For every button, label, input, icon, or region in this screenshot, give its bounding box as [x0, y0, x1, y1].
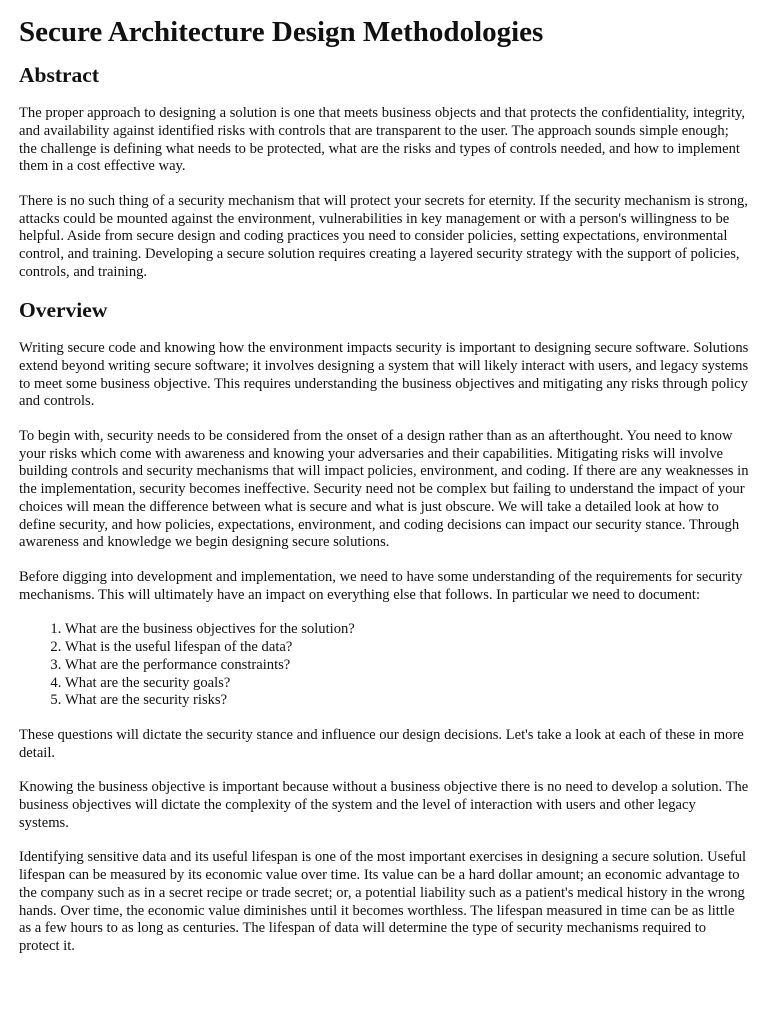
- abstract-paragraph-1: The proper approach to designing a solution is one that meets business objects and that protects the confidentiality, integrity, and availability against identified risks with controls that are transparent to the user. The approach sounds simple enough; the challenge is defining what needs to be protected, what are the risks and types of controls needed, and how to implement them in a cost effective way.: [19, 105, 745, 175]
- overview-paragraph-3: Before digging into development and implementation, we need to have some understanding of the requirements for security mechanisms. This will ultimately have an impact on everything else that follows. In particular we need to document:: [19, 569, 743, 603]
- question-item: 5. What are the security risks?: [65, 692, 749, 710]
- overview-paragraph-2: To begin with, security needs to be considered from the onset of a design rather than as an afterthought. You need to know your risks which come with awareness and knowing your adversaries and their capabilities. Mitigating risks will involve building controls and security mechanisms that will impact policies, environment, and coding. If there are any weaknesses in the implementation, security becomes ineffective. Security need not be complex but failing to understand the impact of your choices will mean the difference between what is secure and what is just obscure. We will take a detailed look at how to define security, and how policies, expectations, environment, and coding decisions can impact our security stance. Through awareness and knowledge we begin designing secure solutions.: [19, 428, 749, 551]
- abstract-heading: Abstract: [19, 63, 100, 88]
- overview-heading: Overview: [19, 298, 108, 323]
- question-item: 4. What are the security goals?: [65, 675, 749, 693]
- abstract-section: [19, 63, 749, 281]
- overview-paragraph-5: Knowing the business objective is important because without a business objective there is no need to develop a solution. The business objectives will dictate the complexity of the system and the level of interaction with users and other legacy systems.: [19, 779, 749, 831]
- document-title: Secure Architecture Design Methodologies: [19, 16, 544, 48]
- overview-section: [19, 298, 749, 955]
- overview-paragraph-1: Writing secure code and knowing how the environment impacts security is important to designing secure software. Solutions extend beyond writing secure software; it involves designing a system that will likely interact with users, and legacy systems to meet some business objective. This requires understanding the business objectives and mitigating any risks through policy and controls.: [19, 340, 749, 410]
- question-item: 1. What are the business objectives for the solution?: [65, 621, 749, 639]
- question-item: 3. What are the performance constraints?: [65, 657, 749, 675]
- question-item: 2. What is the useful lifespan of the data?: [65, 639, 749, 657]
- requirements-question-list: [19, 621, 749, 710]
- overview-paragraph-6: Identifying sensitive data and its useful lifespan is one of the most important exercises in designing a secure solution. Useful lifespan can be measured by its economic value over time. Its value can be a hard dollar amount; an economic advantage to the company such as in a secret recipe or trade secret; or, a potential liability such as a patient's medical history in the wrong hands. Over time, the economic value diminishes until it becomes worthless. The lifespan measured in time can be as little as a few hours to as long as centuries. The lifespan of data will determine the type of security mechanisms required to protect it.: [19, 849, 747, 954]
- abstract-paragraph-2: There is no such thing of a security mechanism that will protect your secrets for eternity. If the security mechanism is strong, attacks could be mounted against the environment, vulnerabilities in key management or with a person's willingness to be helpful. Aside from secure design and coding practices you need to consider policies, setting expectations, environmental control, and training. Developing a secure solution requires creating a layered security strategy with the support of policies, controls, and training.: [19, 192, 748, 280]
- overview-paragraph-4: These questions will dictate the security stance and influence our design decisions. Let's take a look at each of these in more detail.: [19, 726, 744, 761]
